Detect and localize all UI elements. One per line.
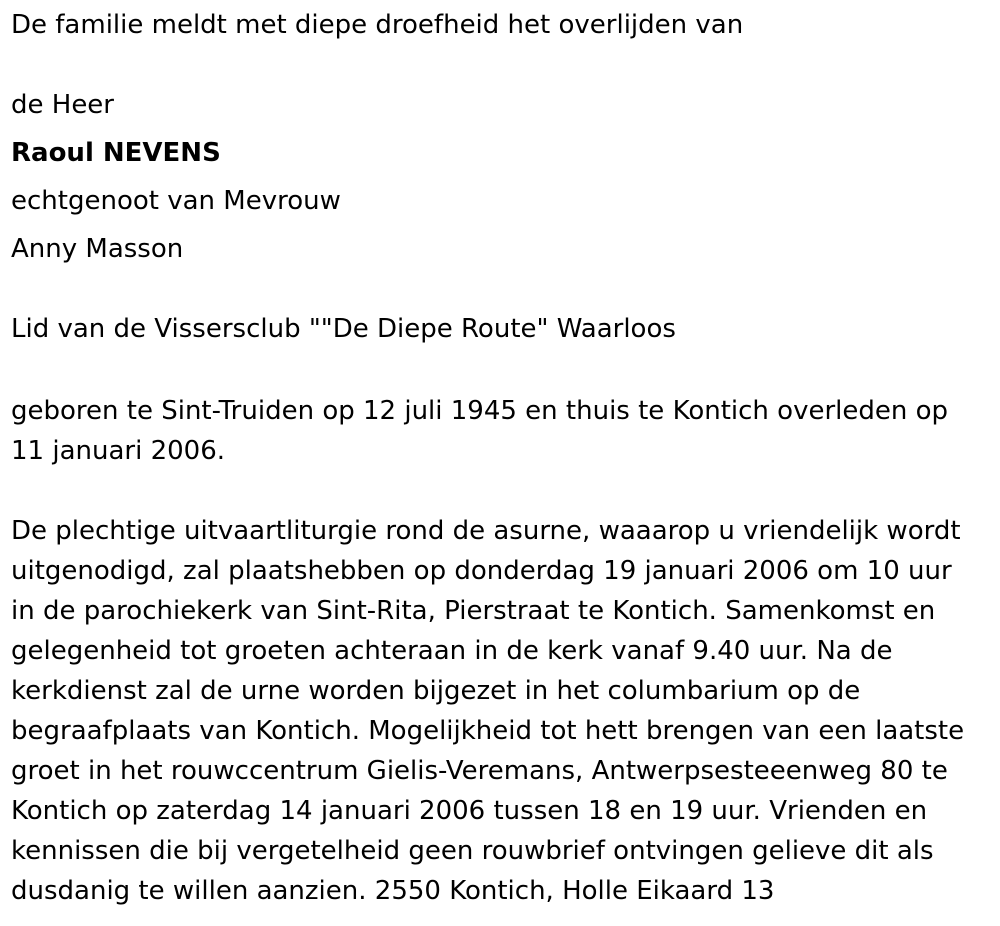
membership-text: Lid van de Vissersclub ""De Diepe Route" Waarloos <box>11 314 676 344</box>
paragraph-line: groet in het rouwccentrum Gielis-Veremans, Antwerpsesteeenweg 80 te <box>11 756 948 786</box>
deceased-name: Raoul NEVENS <box>11 138 221 168</box>
paragraph-line: Kontich op zaterdag 14 januari 2006 tussen 18 en 19 uur. Vrienden en <box>11 796 928 826</box>
paragraph-line: geboren te Sint-Truiden op 12 juli 1945 en thuis te Kontich overleden op <box>11 396 949 426</box>
paragraph-line: uitgenodigd, zal plaatshebben op donderdag 19 januari 2006 om 10 uur <box>11 556 952 586</box>
title-text: de Heer <box>11 90 114 120</box>
paragraph-line: De plechtige uitvaartliturgie rond de asurne, waaarop u vriendelijk wordt <box>11 516 961 546</box>
birth-death-paragraph <box>11 391 948 471</box>
paragraph-line: gelegenheid tot groeten achteraan in de kerk vanaf 9.40 uur. Na de <box>11 636 893 666</box>
paragraph-line: in de parochiekerk van Sint-Rita, Pierstraat te Kontich. Samenkomst en <box>11 596 936 626</box>
paragraph-line: 11 januari 2006. <box>11 436 226 466</box>
spouse-name: Anny Masson <box>11 234 184 264</box>
paragraph-line: kerkdienst zal de urne worden bijgezet in het columbarium op de <box>11 676 861 706</box>
paragraph-line: begraafplaats van Kontich. Mogelijkheid tot hett brengen van een laatste <box>11 716 965 746</box>
ceremony-paragraph <box>11 511 964 911</box>
paragraph-line: dusdanig te willen aanzien. 2550 Kontich, Holle Eikaard 13 <box>11 876 775 906</box>
paragraph-line: kennissen die bij vergetelheid geen rouwbrief ontvingen gelieve dit als <box>11 836 934 866</box>
spouse-label: echtgenoot van Mevrouw <box>11 186 341 216</box>
intro-text: De familie meldt met diepe droefheid het overlijden van <box>11 10 744 40</box>
